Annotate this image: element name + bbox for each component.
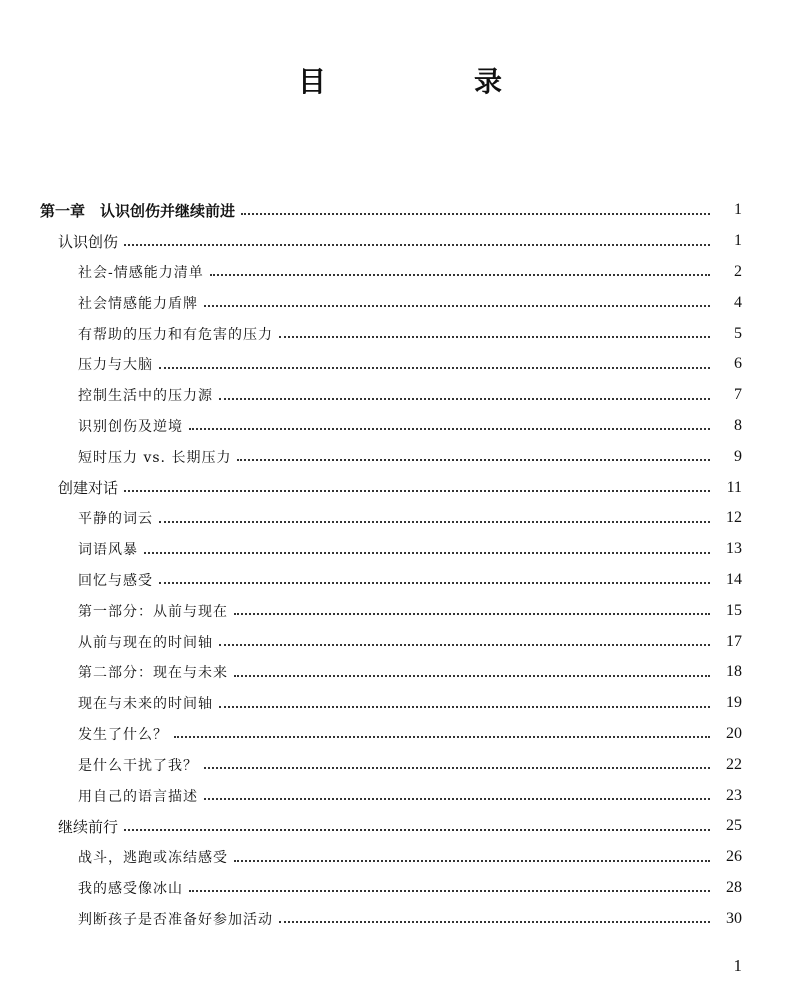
toc-entry-label: 有帮助的压力和有危害的压力 [78, 326, 273, 343]
toc-entry-label: 第一部分：从前与现在 [78, 603, 228, 620]
toc-entry[interactable] [0, 441, 800, 472]
dot-leader [279, 920, 710, 923]
toc-entry[interactable] [0, 534, 800, 565]
toc-entry-page: 6 [734, 355, 742, 373]
toc-entry-page: 14 [726, 570, 742, 588]
toc-chapter[interactable] [0, 195, 800, 226]
toc-entry-page: 2 [734, 262, 742, 280]
toc-entry[interactable] [0, 287, 800, 318]
toc-entry-page: 17 [726, 632, 742, 650]
toc-entry-label: 从前与现在的时间轴 [78, 634, 213, 651]
toc-entry-page: 22 [726, 755, 742, 773]
dot-leader [219, 705, 710, 708]
toc-section[interactable] [0, 472, 800, 503]
toc-entry[interactable] [0, 688, 800, 719]
dot-leader [279, 335, 710, 338]
toc-entry-label: 压力与大脑 [78, 357, 153, 374]
toc-entry-label: 词语风暴 [78, 542, 138, 559]
toc-entry-page: 1 [734, 201, 742, 219]
toc-entry-page: 13 [726, 540, 742, 558]
toc-entry-label: 现在与未来的时间轴 [78, 696, 213, 713]
toc-entry-page: 25 [726, 817, 742, 835]
dot-leader [219, 397, 710, 400]
toc-entry[interactable] [0, 380, 800, 411]
dot-leader [159, 581, 710, 584]
toc-entry[interactable] [0, 565, 800, 596]
dot-leader [124, 243, 710, 246]
toc-section[interactable] [0, 226, 800, 257]
dot-leader [204, 766, 710, 769]
toc-entry-label: 我的感受像冰山 [78, 880, 183, 897]
dot-leader [234, 859, 710, 862]
toc-entry-page: 26 [726, 848, 742, 866]
toc-entry-label: 社会情感能力盾牌 [78, 295, 198, 312]
dot-leader [144, 551, 710, 554]
dot-leader [159, 366, 710, 369]
dot-leader [219, 643, 710, 646]
toc-entry-page: 1 [734, 232, 742, 250]
toc-entry-label: 社会-情感能力清单 [78, 264, 204, 281]
toc-entry-page: 23 [726, 786, 742, 804]
toc-entry-label: 判断孩子是否准备好参加活动 [78, 911, 273, 928]
toc-entry-page: 4 [734, 293, 742, 311]
dot-leader [124, 489, 710, 492]
dot-leader [124, 828, 710, 831]
toc-entry-page: 11 [726, 478, 742, 496]
toc-entry-label: 用自己的语言描述 [78, 788, 198, 805]
toc-entry-page: 5 [734, 324, 742, 342]
toc-entry-label: 继续前行 [58, 817, 119, 836]
table-of-contents [0, 195, 800, 934]
toc-entry-label: 第二部分：现在与未来 [78, 665, 228, 682]
toc-entry-page: 19 [726, 694, 742, 712]
dot-leader [204, 797, 710, 800]
toc-entry[interactable] [0, 719, 800, 750]
toc-entry-page: 9 [734, 447, 742, 465]
toc-entry[interactable] [0, 873, 800, 904]
toc-entry[interactable] [0, 626, 800, 657]
toc-entry[interactable] [0, 503, 800, 534]
toc-entry-label: 第一章 认识创伤并继续前进 [40, 201, 236, 220]
toc-entry[interactable] [0, 349, 800, 380]
dot-leader [234, 674, 710, 677]
toc-entry-page: 18 [726, 663, 742, 681]
toc-entry-label: 识别创伤及逆境 [78, 418, 183, 435]
toc-entry-label: 回忆与感受 [78, 572, 153, 589]
dot-leader [174, 735, 710, 738]
toc-entry[interactable] [0, 595, 800, 626]
toc-entry-page: 30 [726, 909, 742, 927]
dot-leader [204, 304, 710, 307]
dot-leader [234, 612, 710, 615]
toc-entry[interactable] [0, 780, 800, 811]
toc-entry[interactable] [0, 842, 800, 873]
dot-leader [210, 273, 710, 276]
toc-entry-label: 是什么干扰了我？ [78, 757, 198, 774]
toc-entry-page: 8 [734, 416, 742, 434]
dot-leader [189, 427, 710, 430]
page-number: 1 [733, 956, 742, 975]
toc-entry-label: 控制生活中的压力源 [78, 388, 213, 405]
toc-entry-page: 12 [726, 509, 742, 527]
toc-entry-label: 发生了什么？ [78, 726, 168, 743]
toc-entry-label: 认识创伤 [58, 232, 119, 251]
dot-leader [241, 212, 710, 215]
toc-entry[interactable] [0, 318, 800, 349]
toc-entry-label: 平静的词云 [78, 511, 153, 528]
toc-entry[interactable] [0, 903, 800, 934]
toc-entry-page: 20 [726, 724, 742, 742]
toc-entry[interactable] [0, 411, 800, 442]
toc-entry-page: 15 [726, 601, 742, 619]
toc-entry-label: 短时压力 vs. 长期压力 [78, 449, 232, 466]
toc-entry[interactable] [0, 749, 800, 780]
toc-entry-page: 28 [726, 878, 742, 896]
dot-leader [159, 520, 710, 523]
toc-entry[interactable] [0, 657, 800, 688]
toc-section[interactable] [0, 811, 800, 842]
page-title: 目 录 [297, 65, 562, 98]
dot-leader [237, 458, 710, 461]
dot-leader [189, 889, 710, 892]
toc-entry-label: 创建对话 [58, 479, 119, 498]
toc-entry-label: 战斗，逃跑或冻结感受 [78, 850, 228, 867]
toc-entry-page: 7 [734, 386, 742, 404]
toc-entry[interactable] [0, 257, 800, 288]
